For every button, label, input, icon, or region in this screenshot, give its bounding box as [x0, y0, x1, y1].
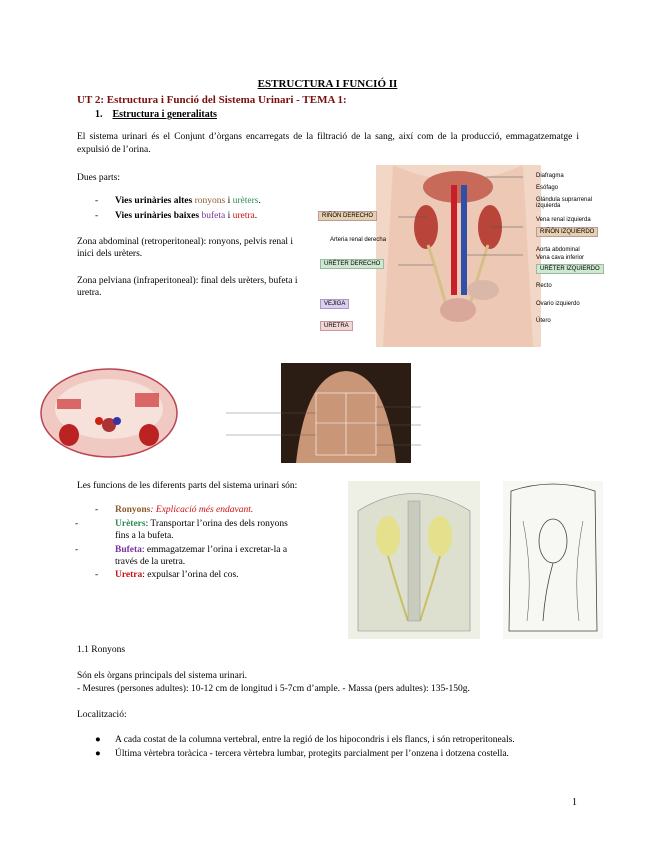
- page-number: 1: [572, 797, 577, 808]
- list-item: ● A cada costat de la columna vertebral, entre la regió de los hipocondris i els flancs, i són retroperitoneals.: [95, 735, 515, 745]
- list-item: - Ronyons: Explicació més endavant.: [95, 505, 254, 515]
- cross-section-figure: [37, 363, 182, 463]
- functions-intro: Les funcions de les diferents parts del sistema urinari són:: [77, 481, 298, 491]
- intro-paragraph: El sistema urinari és el Conjunt d’òrgans encarregats de la filtració de la sang, així com de la producció, emmagatzematge i expulsió de l’orina.: [77, 132, 579, 155]
- section-number: 1.: [95, 109, 103, 120]
- sketch-figure-left: [348, 481, 480, 639]
- page-title: ESTRUCTURA I FUNCIÓ II: [257, 78, 398, 90]
- section-title: Estructura i generalitats: [112, 109, 217, 120]
- subtitle: UT 2: Estructura i Funció del Sistema Urinari - TEMA 1:: [77, 94, 347, 106]
- kidney-paragraph-2: - Mesures (persones adultes): 10-12 cm de longitud i 5-7cm d’ample. - Massa (pers adultes): 135-150g.: [77, 684, 470, 694]
- location-label: Localització:: [77, 710, 127, 720]
- list-item: - Bufeta: emmagatzemar l’orina i excretar-la a través de la uretra.: [75, 545, 288, 567]
- list-item: - Vies urinàries baixes bufeta i uretra.: [95, 211, 258, 221]
- list-item: - Vies urinàries altes ronyons i urèters.: [95, 196, 261, 206]
- parts-label: Dues parts:: [77, 173, 121, 183]
- zone-pelviana: Zona pelviana (infraperitoneal): final dels urèters, bufeta i uretra.: [77, 276, 298, 298]
- list-item: ● Última vèrtebra toràcica - tercera vèrtebra lumbar, protegits parcialment per l’onzena i dotzena costella.: [95, 749, 509, 759]
- sketch-figure-right: [503, 481, 603, 639]
- list-item: - Urèters: Transportar l’orina des dels ronyons fins a la bufeta.: [75, 519, 288, 541]
- kidney-paragraph-1: Són els òrgans principals del sistema urinari.: [77, 671, 248, 681]
- section-heading: [95, 109, 217, 120]
- kidney-heading: 1.1 Ronyons: [77, 645, 126, 655]
- zone-abdominal: Zona abdominal (retroperitoneal): ronyons, pelvis renal i inici dels urèters.: [77, 237, 294, 259]
- back-view-figure: [226, 363, 476, 463]
- list-item: - Uretra: expulsar l’orina del cos.: [95, 570, 239, 580]
- urinary-system-figure: RIÑÓN DERECHO Arteria renal derecha URÉTER DERECHO VEJIGA URETRA Diafragma Esófago Glándula suprarrenal izquierda Vena renal izquierda RIÑÓN IZQUIERDO Aorta abdominal Vena cava inferior URÉTER IZQUIERDO Recto Ovario izquierdo Útero: [318, 165, 601, 347]
